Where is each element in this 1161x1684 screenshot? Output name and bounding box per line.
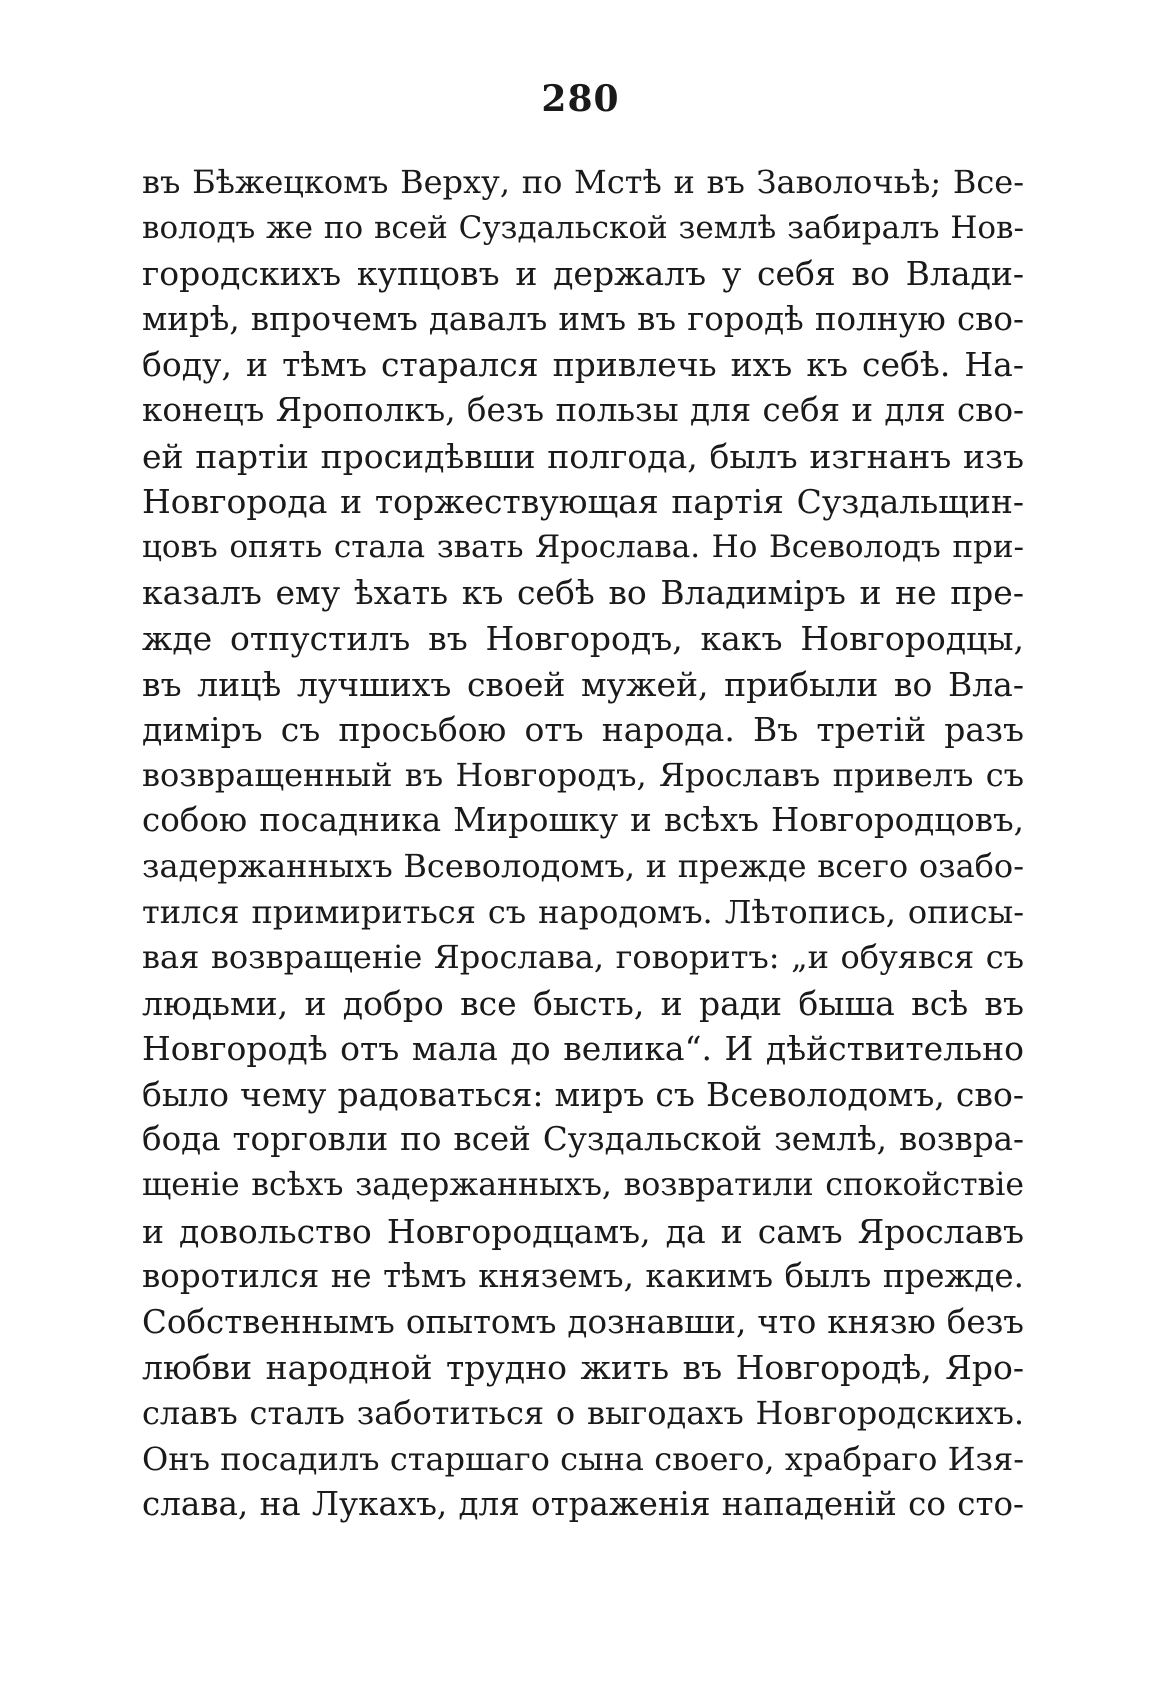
text-line: Новгородѣ отъ мала до велика“. И дѣйствительно xyxy=(142,1029,1024,1069)
text-line: Онъ посадилъ старшаго сына своего, храбраго Изя- xyxy=(142,1439,1024,1478)
text-line: и довольство Новгородцамъ, да и самъ Ярославъ xyxy=(142,1211,1024,1251)
text-line: въ Бѣжецкомъ Верху, по Мстѣ и въ Заволочьѣ; Все- xyxy=(142,163,1024,201)
text-line: собою посадника Мирошку и всѣхъ Новгородцовъ, xyxy=(142,801,1024,840)
text-line: задержанныхъ Всеволодомъ, и прежде всего озабо- xyxy=(142,846,1024,885)
page-number: 280 xyxy=(541,78,620,120)
text-line: вая возвращеніе Ярослава, говоритъ: „и обуявся съ xyxy=(142,938,1024,977)
text-line: славъ сталъ заботиться о выгодахъ Новгородскихъ. xyxy=(142,1394,1024,1433)
text-line: володъ же по всей Суздальской землѣ забиралъ Нов- xyxy=(142,209,1024,246)
text-line: щеніе всѣхъ задержанныхъ, возвратили спокойствіе xyxy=(142,1167,1024,1204)
text-line: боду, и тѣмъ старался привлечь ихъ къ себѣ. На- xyxy=(142,345,1024,385)
text-line: бода торговли по всей Суздальской землѣ, возвра- xyxy=(142,1120,1024,1159)
text-line: цовъ опять стала звать Ярослава. Но Всеволодъ при- xyxy=(142,528,1024,565)
text-line: мирѣ, впрочемъ давалъ имъ въ городѣ полную сво- xyxy=(142,299,1024,338)
text-line: диміръ съ просьбою отъ народа. Въ третій разъ xyxy=(142,710,1024,750)
text-line: было чему радоваться: миръ съ Всеволодомъ, сво- xyxy=(142,1074,1024,1114)
text-line: Собственнымъ опытомъ дознавши, что князю безъ xyxy=(142,1302,1024,1341)
text-line: воротился не тѣмъ княземъ, какимъ былъ прежде. xyxy=(142,1257,1024,1296)
text-line: тился примириться съ народомъ. Лѣтопись, описы- xyxy=(142,892,1024,931)
text-line: городскихъ купцовъ и держалъ у себя во Влади- xyxy=(142,254,1024,294)
text-line: конецъ Ярополкъ, безъ пользы для себя и для сво- xyxy=(142,390,1024,429)
text-line: ей партіи просидѣвши полгода, былъ изгнанъ изъ xyxy=(142,436,1024,476)
text-line: жде отпустилъ въ Новгородъ, какъ Новгородцы, xyxy=(142,618,1024,658)
text-line: любви народной трудно жить въ Новгородѣ, Яро- xyxy=(142,1348,1024,1388)
body-text xyxy=(142,160,1024,1528)
text-line: возвращенный въ Новгородъ, Ярославъ привелъ съ xyxy=(142,755,1024,794)
text-line: людьми, и добро все бысть, и ради быша всѣ въ xyxy=(142,983,1024,1023)
text-line: слава, на Лукахъ, для отраженія нападеній со сто- xyxy=(142,1485,1024,1524)
text-line: казалъ ему ѣхать къ себѣ во Владиміръ и не пре- xyxy=(142,573,1024,613)
text-line: въ лицѣ лучшихъ своей мужей, прибыли во Вла- xyxy=(142,664,1024,704)
text-line: Новгорода и торжествующая партія Суздальщин- xyxy=(142,482,1024,522)
